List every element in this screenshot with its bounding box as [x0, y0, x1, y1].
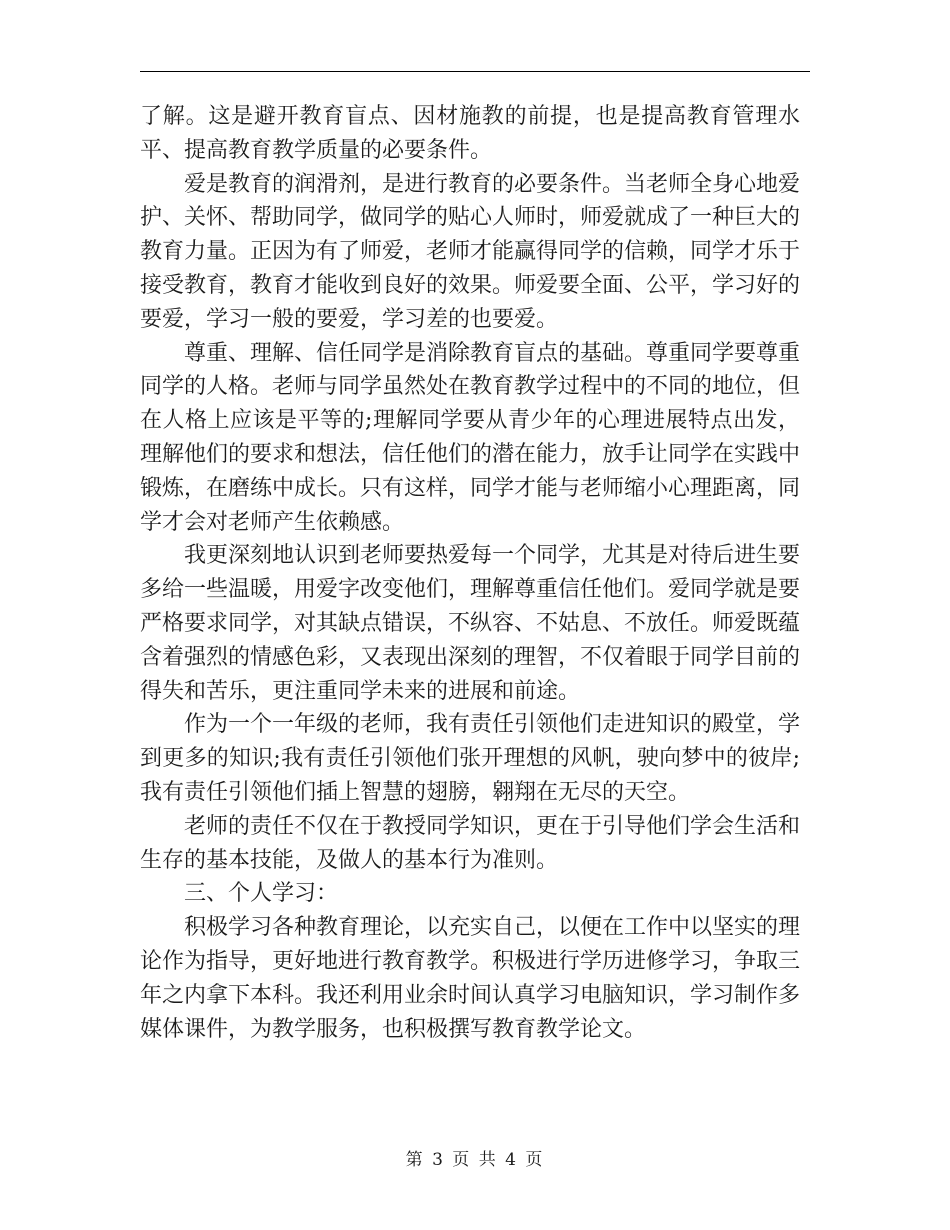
paragraph-4: 我更深刻地认识到老师要热爱每一个同学，尤其是对待后进生要多给一些温暖，用爱字改变他们，理解尊重信任他们。爱同学就是要严格要求同学，对其缺点错误，不纵容、不姑息、不放任。师爱既蕴含着强烈的情感色彩，又表现出深刻的理智，不仅着眼于同学目前的得失和苦乐，更注重同学未来的进展和前途。 [140, 543, 801, 704]
header-rule [140, 71, 810, 72]
paragraph-6: 老师的责任不仅在于教授同学知识，更在于引导他们学会生活和生存的基本技能，及做人的基本行为准则。 [140, 813, 801, 873]
document-body [140, 100, 800, 1046]
section-heading: 三、个人学习： [184, 881, 339, 907]
paragraph-7: 积极学习各种教育理论，以充实自己，以便在工作中以坚实的理论作为指导，更好地进行教育教学。积极进行学历进修学习，争取三年之内拿下本科。我还利用业余时间认真学习电脑知识，学习制作多媒体课件，为教学服务，也积极撰写教育教学论文。 [140, 915, 801, 1042]
paragraph-3: 尊重、理解、信任同学是消除教育盲点的基础。尊重同学要尊重同学的人格。老师与同学虽然处在教育教学过程中的不同的地位，但在人格上应该是平等的;理解同学要从青少年的心理进展特点出发，理解他们的要求和想法，信任他们的潜在能力，放手让同学在实践中锻炼，在磨练中成长。只有这样，同学才能与老师缩小心理距离，同学才会对老师产生依赖感。 [140, 340, 801, 535]
paragraph-1: 了解。这是避开教育盲点、因材施教的前提，也是提高教育管理水平、提高教育教学质量的必要条件。 [140, 104, 800, 163]
paragraph-2: 爱是教育的润滑剂，是进行教育的必要条件。当老师全身心地爱护、关怀、帮助同学，做同学的贴心人师时，师爱就成了一种巨大的教育力量。正因为有了师爱，老师才能赢得同学的信赖，同学才乐于接受教育，教育才能收到良好的效果。师爱要全面、公平，学习好的要爱，学习一般的要爱，学习差的也要爱。 [140, 171, 801, 332]
paragraph-5: 作为一个一年级的老师，我有责任引领他们走进知识的殿堂，学到更多的知识;我有责任引领他们张开理想的风帆，驶向梦中的彼岸;我有责任引领他们插上智慧的翅膀，翱翔在无尽的天空。 [140, 712, 801, 805]
page-number-footer: 第 3 页 共 4 页 [405, 1150, 545, 1170]
